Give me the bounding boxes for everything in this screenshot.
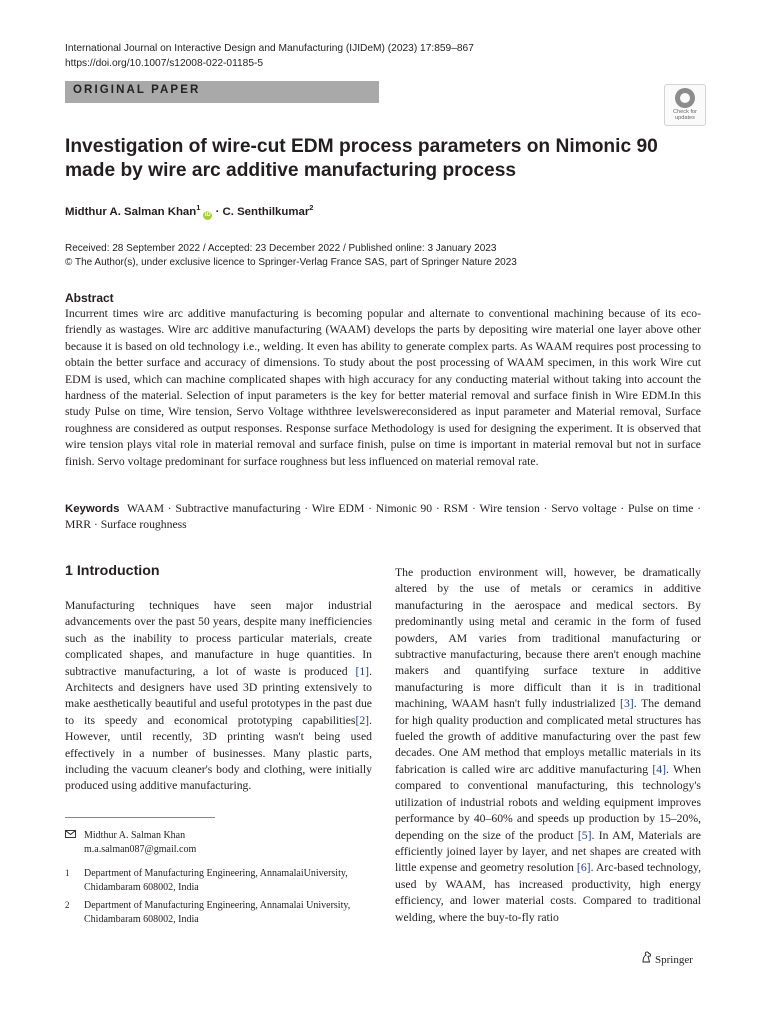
publisher-logo	[641, 951, 693, 966]
keywords-text: WAAM · Subtractive manufacturing · Wire EDM · Nimonic 90 · RSM · Wire tension · Servo voltage · Pulse on time · MRR · Surface roughness	[65, 502, 701, 532]
affiliation-note	[65, 899, 365, 926]
springer-horse-icon	[641, 951, 652, 966]
affiliation-number: 1	[65, 868, 70, 878]
abstract-heading: Abstract	[65, 291, 114, 305]
affiliation-note	[65, 867, 365, 894]
contact-email[interactable]: m.a.salman087@gmail.com	[84, 843, 197, 855]
publisher-name: Springer	[655, 954, 693, 966]
intro-paragraph-left: Manufacturing techniques have seen major industrial advancements over the past 50 years, despite many inefficiencies such as the inability to process particular materials, create complicated shapes, and manufacture in huge quantities. In subtractive manufacturing, a lot of waste is produced [1]. Architects and designers have used 3D printing extensively to make aesthetically beautiful and useful prototypes in the past due to its speedy and economical prototyping capabilities[2]. However, until recently, 3D printing wasn't being used effectively in a number of businesses. Many plastic parts, including the vacuum cleaner's body and clothing, were initially produced using additive manufacturing.	[65, 599, 372, 793]
copyright-notice: © The Author(s), under exclusive licence to Springer-Verlag France SAS, part of Springer Nature 2023	[65, 257, 517, 268]
citation-link[interactable]: [4]	[652, 762, 667, 776]
author-separator: ·	[215, 205, 220, 218]
check-for-updates-text: Check for updates	[673, 109, 697, 122]
affiliation-text: Department of Manufacturing Engineering, Annamalai University, Chidambaram 608002, India	[84, 900, 351, 925]
citation-link[interactable]: [3]	[620, 697, 634, 711]
citation-link[interactable]: [6]	[576, 861, 591, 875]
check-for-updates-badge[interactable]	[664, 84, 706, 126]
citation-link[interactable]: [5]	[577, 828, 592, 842]
author-name[interactable]: Midthur A. Salman Khan	[65, 205, 197, 218]
affiliation-marker: 2	[309, 203, 314, 212]
footnote-divider	[65, 817, 215, 818]
intro-paragraph-right: The production environment will, however, be dramatically altered by the use of metals or ceramics in additive manufacturing in the aerospace and medical sectors. By predominantly using metal and ceramic in the form of fused powders, AM varies from traditional manufacturing or subtractive manufacturing, because there aren't enough machine makers and quantifying surface texture in additive manufacturing is more difficult than it is in traditional machining, WAAM hasn't fully industrialized [3]. The demand for high quality production and complicated metal structures has fueled the growth of additive manufacturing over the past few decades. One AM method that employs metallic materials in its fabrication is called wire arc additive manufacturing [4]. When compared to conventional manufacturing, this technology's utilization of industrial robots and welding equipment improves performance by 40–60% and speeds up production by 15–20%, depending on the size of the product [5]. In AM, Materials are efficiently joined layer by layer, and net shapes are created with little expense and geometry resolution [6]. Arc-based technology, used by WAAM, has increased productivity, high energy efficiency, and lower material costs. Compared to traditional welding, where the buy-to-fly ratio	[395, 566, 701, 924]
corresponding-author-note	[65, 829, 365, 856]
keywords-label: Keywords	[65, 503, 120, 515]
keywords-section	[65, 501, 701, 534]
journal-header	[65, 41, 474, 71]
section-heading: 1 Introduction	[65, 563, 160, 579]
affiliation-marker: 1	[196, 203, 201, 212]
article-type-banner	[65, 81, 379, 103]
author-name[interactable]: C. Senthilkumar	[222, 205, 310, 218]
doi-link[interactable]: https://doi.org/10.1007/s12008-022-01185-5	[65, 58, 264, 69]
paper-title: Investigation of wire-cut EDM process parameters on Nimonic 90 made by wire arc additive manufacturing process	[65, 136, 658, 181]
author-list	[65, 203, 313, 220]
citation-link[interactable]: [1]	[355, 664, 370, 678]
contact-name: Midthur A. Salman Khan	[84, 830, 186, 841]
affiliation-text: Department of Manufacturing Engineering, AnnamalaiUniversity, Chidambaram 608002, India	[84, 868, 348, 893]
citation-link[interactable]: [2]	[355, 713, 370, 727]
article-type-label: ORIGINAL PAPER	[73, 84, 201, 96]
publication-dates: Received: 28 September 2022 / Accepted: 23 December 2022 / Published online: 3 January 2023	[65, 243, 497, 254]
journal-citation: International Journal on Interactive Design and Manufacturing (IJIDeM) (2023) 17:859–867	[65, 43, 474, 54]
orcid-icon[interactable]: iD	[204, 211, 211, 218]
crossmark-icon	[675, 88, 695, 108]
affiliation-number: 2	[65, 900, 70, 910]
abstract-text: Incurrent times wire arc additive manufacturing is becoming popular and alternate to conventional machining because of its eco-friendly as wastages. Wire arc additive manufacturing (WAAM) develops the parts by depositing wire material one layer above other because it is based on old technology i.e., welding. It even has ability to generate complex parts. As WAAM requires post processing to obtain the better surface and accuracy of dimensions. To study about the post processing of WAAM specimen, in this work Wire cut EDM is used, which can machine complicated shapes with high accuracy for any conducting material without taking into account the hardness of the material. Selection of input parameters is the key for better material removal and surface finish in Wire EDM.In this study Pulse on time, Wire tension, Servo Voltage withthree levelswereconsidered as input parameter and Material removal, Surface roughness are considered as output responses. Response surface Methodology is used for designing the experiment. It is observed that wire tension plays vital role in material removal and surface finish, pulse on time is important in material removal but not in surface finish. Servo voltage predominant for surface roughness but less influenced on material removal rate.	[65, 307, 701, 468]
envelope-icon	[65, 829, 76, 843]
